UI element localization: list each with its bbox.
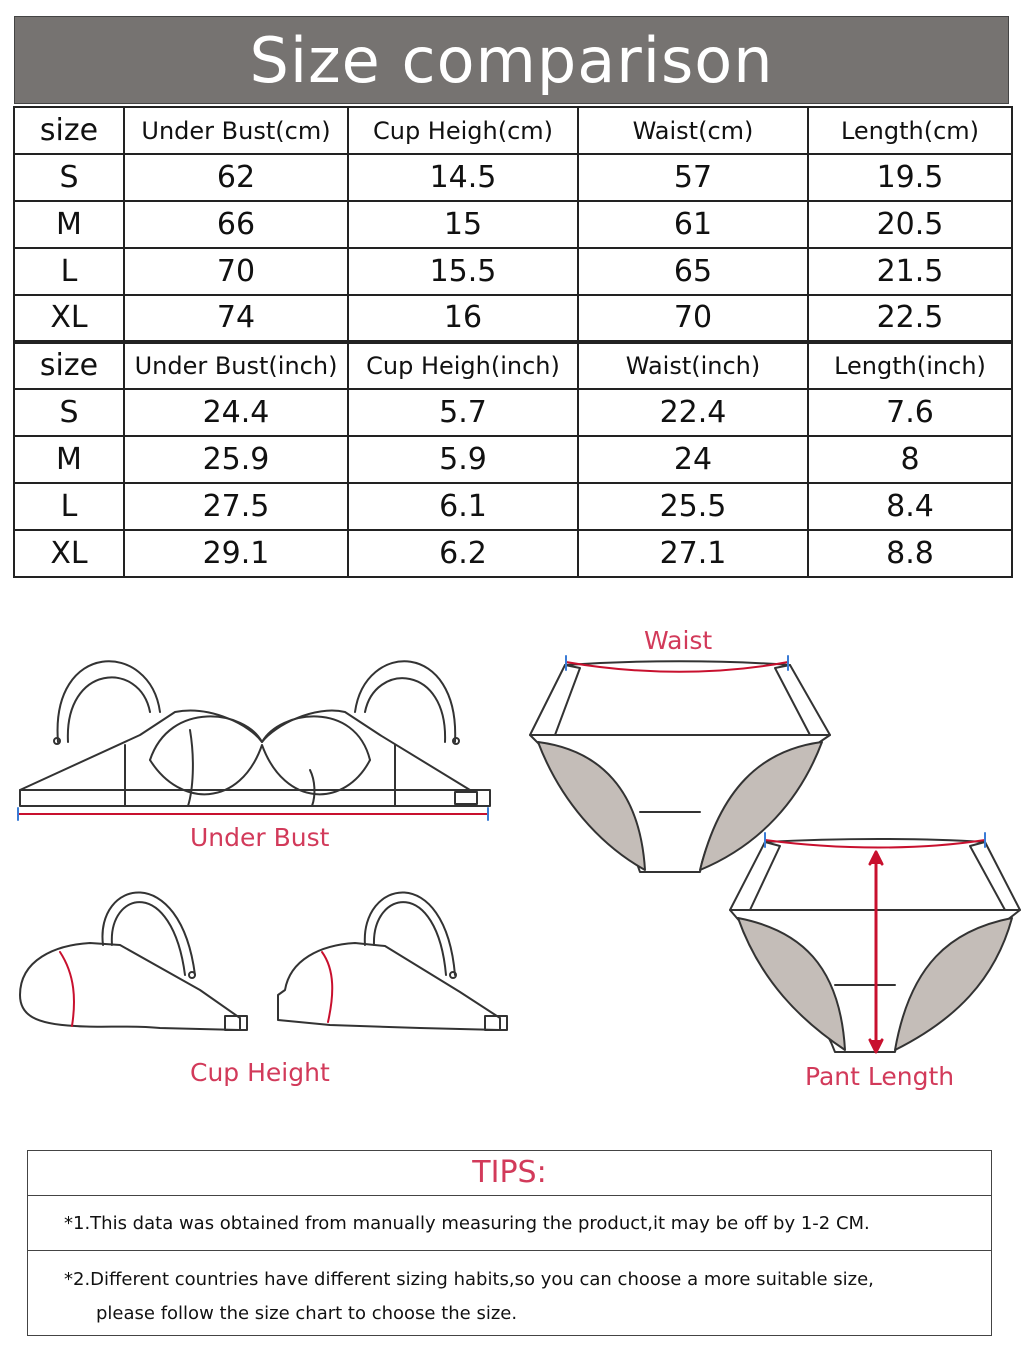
value-cell: 74 <box>124 295 348 342</box>
inch-header-waist: Waist(inch) <box>578 342 808 389</box>
inch-header-under-bust: Under Bust(inch) <box>124 342 348 389</box>
cup-height-measure-line <box>60 952 332 1026</box>
value-cell: 15 <box>348 201 578 248</box>
pant-length-label: Pant Length <box>805 1062 955 1091</box>
value-cell: 27.1 <box>578 530 808 577</box>
value-cell: 6.1 <box>348 483 578 530</box>
size-table <box>13 106 1013 578</box>
value-cell: 61 <box>578 201 808 248</box>
cm-header-waist: Waist(cm) <box>578 107 808 154</box>
inch-header-row <box>14 342 1012 389</box>
page-title: Size comparison <box>249 23 774 97</box>
title-bar <box>14 16 1009 104</box>
size-cell: XL <box>14 530 124 577</box>
value-cell: 70 <box>124 248 348 295</box>
value-cell: 27.5 <box>124 483 348 530</box>
value-cell: 24 <box>578 436 808 483</box>
table-row <box>14 248 1012 295</box>
value-cell: 22.5 <box>808 295 1012 342</box>
value-cell: 14.5 <box>348 154 578 201</box>
tip-1: *1.This data was obtained from manually measuring the product,it may be off by 1-2 CM. <box>28 1196 991 1251</box>
cup-height-label: Cup Height <box>190 1058 330 1087</box>
value-cell: 5.7 <box>348 389 578 436</box>
cm-header-size: size <box>14 107 124 154</box>
cm-header-length: Length(cm) <box>808 107 1012 154</box>
value-cell: 70 <box>578 295 808 342</box>
under-bust-measure-line <box>18 808 488 820</box>
inch-header-size: size <box>14 342 124 389</box>
bra-front-diagram <box>20 661 490 806</box>
table-row <box>14 154 1012 201</box>
table-row <box>14 295 1012 342</box>
table-row <box>14 483 1012 530</box>
table-row <box>14 201 1012 248</box>
value-cell: 5.9 <box>348 436 578 483</box>
value-cell: 19.5 <box>808 154 1012 201</box>
bra-side-diagram-1 <box>20 892 247 1030</box>
value-cell: 25.9 <box>124 436 348 483</box>
tip-2-line-2: please follow the size chart to choose the size. <box>96 1303 518 1324</box>
value-cell: 66 <box>124 201 348 248</box>
waist-label: Waist <box>644 626 713 655</box>
value-cell: 20.5 <box>808 201 1012 248</box>
size-cell: M <box>14 201 124 248</box>
size-cell: S <box>14 389 124 436</box>
value-cell: 8 <box>808 436 1012 483</box>
inch-header-length: Length(inch) <box>808 342 1012 389</box>
size-cell: S <box>14 154 124 201</box>
value-cell: 65 <box>578 248 808 295</box>
value-cell: 6.2 <box>348 530 578 577</box>
value-cell: 24.4 <box>124 389 348 436</box>
under-bust-label: Under Bust <box>190 823 330 852</box>
value-cell: 21.5 <box>808 248 1012 295</box>
table-row <box>14 389 1012 436</box>
cm-header-cup-height: Cup Heigh(cm) <box>348 107 578 154</box>
tips-box <box>27 1150 992 1336</box>
table-row <box>14 436 1012 483</box>
value-cell: 7.6 <box>808 389 1012 436</box>
inch-header-cup-height: Cup Heigh(inch) <box>348 342 578 389</box>
cm-header-row <box>14 107 1012 154</box>
size-cell: L <box>14 248 124 295</box>
size-cell: L <box>14 483 124 530</box>
size-cell: M <box>14 436 124 483</box>
value-cell: 15.5 <box>348 248 578 295</box>
value-cell: 62 <box>124 154 348 201</box>
value-cell: 25.5 <box>578 483 808 530</box>
bra-side-diagram-2 <box>278 892 507 1030</box>
size-cell: XL <box>14 295 124 342</box>
cm-header-under-bust: Under Bust(cm) <box>124 107 348 154</box>
value-cell: 8.8 <box>808 530 1012 577</box>
tip-2-line-1: *2.Different countries have different sizing habits,so you can choose a more suitable size, <box>64 1269 874 1290</box>
table-row <box>14 530 1012 577</box>
value-cell: 57 <box>578 154 808 201</box>
tip-2 <box>28 1251 991 1331</box>
value-cell: 8.4 <box>808 483 1012 530</box>
value-cell: 16 <box>348 295 578 342</box>
tips-title: TIPS: <box>28 1151 991 1196</box>
value-cell: 29.1 <box>124 530 348 577</box>
measurement-diagrams <box>0 600 1024 1120</box>
value-cell: 22.4 <box>578 389 808 436</box>
